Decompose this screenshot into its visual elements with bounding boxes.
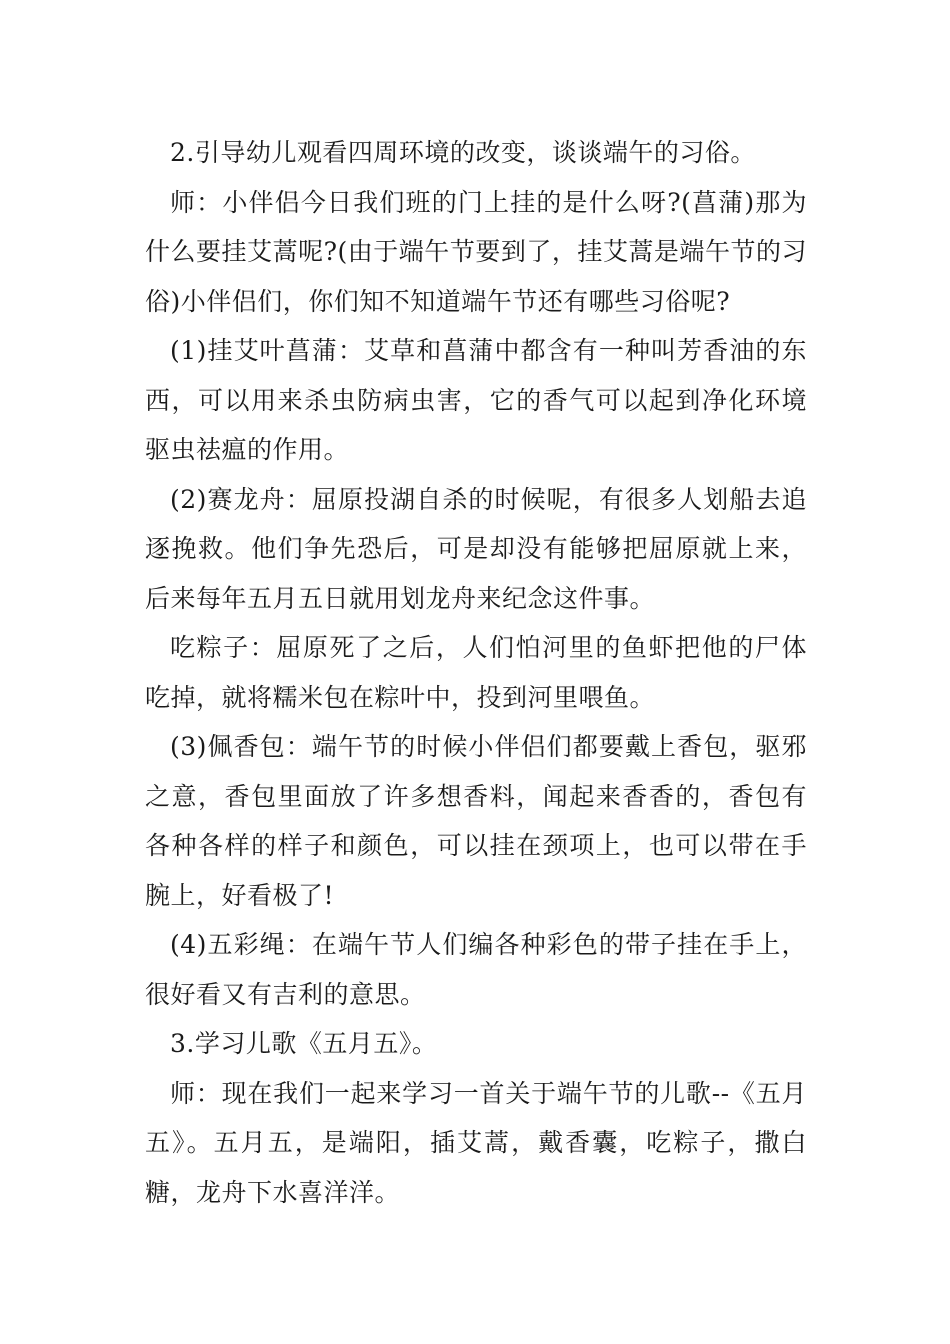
paragraph-step-3: 3.学习儿歌《五月五》。 bbox=[170, 1029, 438, 1058]
document-body bbox=[145, 128, 807, 1217]
paragraph-custom-sachet: (3)佩香包：端午节的时候小伴侣们都要戴上香包，驱邪之意，香包里面放了许多想香料，闻起来香香的，香包有各种各样的样子和颜色，可以挂在颈项上，也可以带在手腕上，好看极了! bbox=[145, 732, 807, 910]
paragraph-custom-colored-rope: (4)五彩绳：在端午节人们编各种彩色的带子挂在手上，很好看又有吉利的意思。 bbox=[145, 930, 807, 1009]
paragraph-nursery-rhyme: 师：现在我们一起来学习一首关于端午节的儿歌--《五月五》。五月五，是端阳，插艾蒿，戴香囊，吃粽子，撒白糖，龙舟下水喜洋洋。 bbox=[145, 1078, 807, 1207]
paragraph-custom-dragon-boat: (2)赛龙舟：屈原投湖自杀的时候呢，有很多人划船去追逐挽救。他们争先恐后，可是却没有能够把屈原就上来，后来每年五月五日就用划龙舟来纪念这件事。 bbox=[145, 484, 807, 613]
paragraph-teacher-question: 师：小伴侣今日我们班的门上挂的是什么呀?(菖蒲)那为什么要挂艾蒿呢?(由于端午节要到了，挂艾蒿是端午节的习俗)小伴侣们，你们知不知道端午节还有哪些习俗呢? bbox=[145, 187, 807, 316]
paragraph-custom-mugwort: (1)挂艾叶菖蒲：艾草和菖蒲中都含有一种叫芳香油的东西，可以用来杀虫防病虫害，它的香气可以起到净化环境驱虫祛瘟的作用。 bbox=[145, 336, 807, 464]
paragraph-step-2: 2.引导幼儿观看四周环境的改变，谈谈端午的习俗。 bbox=[170, 138, 756, 167]
paragraph-custom-zongzi: 吃粽子：屈原死了之后，人们怕河里的鱼虾把他的尸体吃掉，就将糯米包在粽叶中，投到河里喂鱼。 bbox=[145, 633, 807, 712]
